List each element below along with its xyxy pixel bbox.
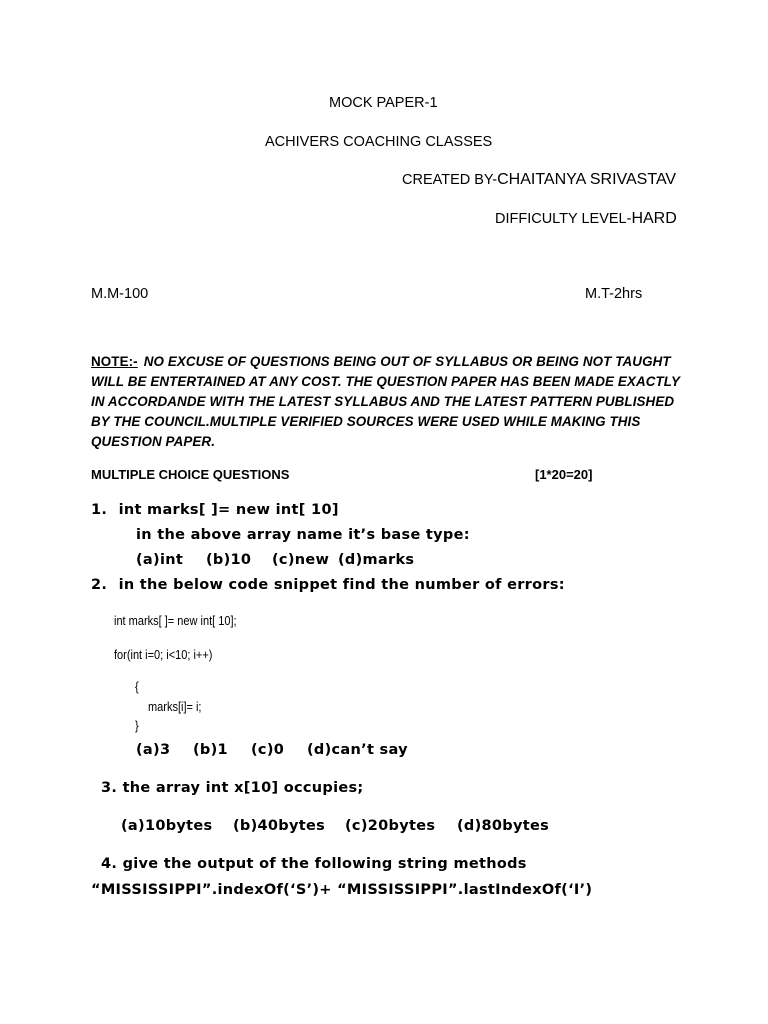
- note-label: NOTE:-: [91, 354, 138, 369]
- option-c: (c)new: [272, 552, 330, 568]
- question-2: [91, 577, 565, 593]
- option-d: (d)can’t say: [307, 742, 408, 758]
- option-d: (d)80bytes: [457, 818, 550, 834]
- option-c: (c)20bytes: [345, 818, 436, 834]
- code-line: int marks[ ]= new int[ 10];: [114, 614, 237, 628]
- difficulty-level: [495, 210, 677, 228]
- question-4: [101, 856, 527, 872]
- difficulty-value: HARD: [631, 210, 677, 227]
- created-by-label: CREATED BY-: [402, 172, 498, 188]
- section-marks: [1*20=20]: [535, 467, 593, 482]
- difficulty-label: DIFFICULTY LEVEL-: [495, 211, 632, 227]
- question-number: 3.: [101, 780, 118, 796]
- question-4-expression: “MISSISSIPPI”.indexOf(‘S’)+ “MISSISSIPPI”.lastIndexOf(‘I’): [91, 882, 593, 898]
- note-text: NO EXCUSE OF QUESTIONS BEING OUT OF SYLLABUS OR BEING NOT TAUGHT WILL BE ENTERTAINED AT ANY COST. THE QUESTION PAPER HAS BEEN MADE EXACTLY IN ACCORDANDE WITH THE LATEST SYLLABUS AND THE LATEST PATTERN PUBLISHED BY THE COUNCIL.MULTIPLE VERIFIED SOURCES WERE USED WHILE MAKING THIS QUESTION PAPER.: [91, 354, 680, 449]
- question-text: in the below code snippet find the number of errors:: [118, 577, 565, 593]
- option-c: (c)0: [251, 742, 285, 758]
- question-3-options: [121, 818, 549, 834]
- code-line: marks[i]= i;: [148, 700, 202, 714]
- question-text: give the output of the following string methods: [122, 856, 527, 872]
- max-marks: M.M-100: [91, 286, 149, 302]
- max-time: M.T-2hrs: [585, 286, 643, 302]
- question-3: [101, 780, 364, 796]
- option-a: (a)3: [136, 742, 171, 758]
- option-a: (a)int: [136, 552, 184, 568]
- option-d: (d)marks: [338, 552, 415, 568]
- paper-title: MOCK PAPER-1: [329, 95, 438, 111]
- option-b: (b)40bytes: [233, 818, 326, 834]
- question-1: [91, 502, 339, 518]
- created-by: [402, 171, 676, 189]
- note-block: [91, 352, 681, 452]
- option-a: (a)10bytes: [121, 818, 213, 834]
- option-b: (b)10: [206, 552, 252, 568]
- question-number: 2.: [91, 577, 108, 593]
- option-b: (b)1: [193, 742, 228, 758]
- question-2-options: [136, 742, 408, 758]
- question-1-subtext: in the above array name it’s base type:: [136, 527, 470, 543]
- question-number: 4.: [101, 856, 118, 872]
- question-text: int marks[ ]= new int[ 10]: [118, 502, 339, 518]
- code-line: {: [135, 680, 139, 694]
- code-line: }: [135, 719, 139, 733]
- section-title: MULTIPLE CHOICE QUESTIONS: [91, 467, 290, 482]
- question-text: the array int x[10] occupies;: [122, 780, 364, 796]
- author-name: CHAITANYA SRIVASTAV: [497, 171, 677, 188]
- question-number: 1.: [91, 502, 108, 518]
- question-1-options: [136, 552, 414, 568]
- code-line: for(int i=0; i<10; i++): [114, 648, 213, 662]
- institute-name: ACHIVERS COACHING CLASSES: [265, 134, 493, 150]
